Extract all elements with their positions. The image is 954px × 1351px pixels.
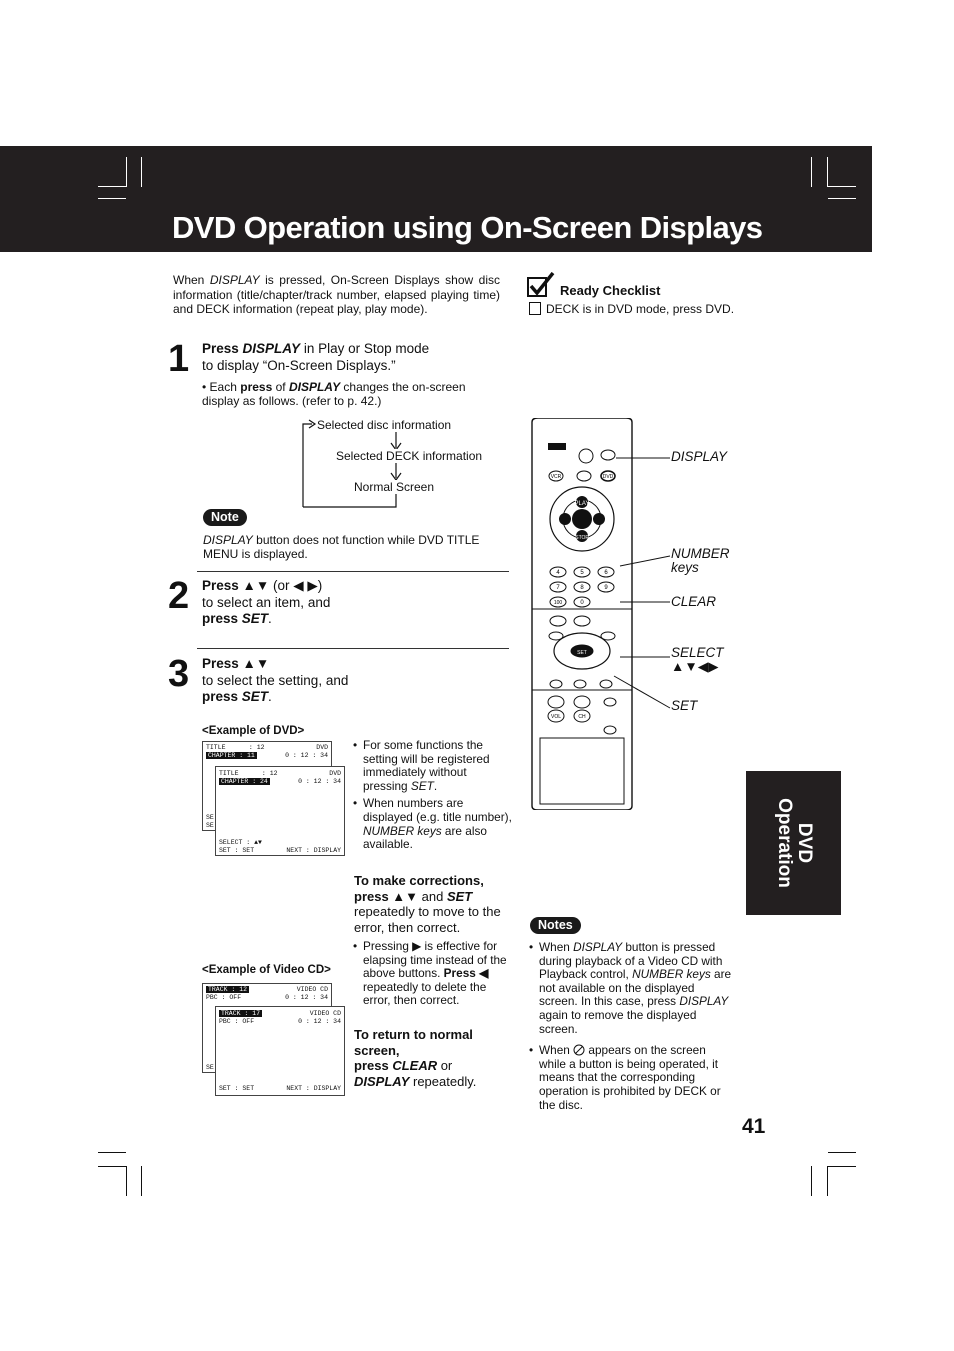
crop-mark [126, 1166, 127, 1196]
osd-chapter: CHAPTER : 24 [221, 778, 268, 785]
note-badge: Note [203, 509, 247, 526]
flow-item-disc: Selected disc information [317, 418, 452, 432]
osd-next: NEXT : DISPLAY [286, 1085, 341, 1092]
title-banner [0, 146, 872, 252]
remote-stop: STOP [575, 535, 589, 541]
example-vcd-label: <Example of Video CD> [202, 964, 331, 976]
remote-key-0: 0 [580, 600, 584, 606]
step-3-dot: . [268, 689, 272, 704]
checklist-item: DECK is in DVD mode, press DVD. [546, 302, 735, 316]
remote-leader-lines [600, 450, 680, 720]
remote-key-7: 7 [556, 585, 560, 591]
crop-mark [828, 198, 856, 199]
crop-mark [828, 186, 856, 187]
crop-mark [828, 1166, 856, 1167]
osd-set: SET : SET [219, 847, 255, 854]
step-3-press-set: press [202, 689, 242, 704]
step-2-text [202, 578, 502, 628]
crop-mark [98, 1152, 126, 1153]
corrections-heading: To make corrections, press ▲▼ and SET repeatedly to move to the error, then correct. [354, 873, 501, 935]
remote-ch: CH [578, 714, 586, 720]
osd-title: TITLE : 12 [219, 770, 278, 777]
step-1-display: DISPLAY [242, 341, 301, 356]
example-dvd-label: <Example of DVD> [202, 725, 305, 737]
step-1-text [202, 341, 512, 374]
step-2-press-set: press [202, 611, 242, 626]
osd-set: SET : SET [219, 1085, 255, 1092]
intro-paragraph [173, 273, 500, 317]
note-item: • When DISPLAY button is pressed during playback of a Video CD with Playback control, NUMBER keys are not available on the displayed screen. In this case, press DISPLAY again to remove the displayed screen. [529, 941, 735, 1036]
step-1-press: Press [202, 341, 243, 356]
step-2-line2a: to select [202, 594, 257, 610]
osd-time: 0 : 12 : 34 [298, 1018, 341, 1025]
checklist-icon [527, 272, 555, 298]
osd-chapter: CHAPTER : 11 [208, 752, 255, 759]
label-clear: CLEAR [671, 594, 717, 609]
step-2-line2c: and [304, 594, 331, 610]
osd-disc: VIDEO CD [309, 1010, 341, 1017]
flow-item-normal: Normal Screen [354, 480, 435, 494]
dvd-bullet: • For some functions the setting will be registered immediately without pressing SET. [353, 739, 513, 793]
step-1-number: 1 [168, 338, 190, 380]
section-side-tab [746, 771, 841, 915]
remote-set: SET [577, 650, 587, 656]
dvd-bullets [353, 739, 513, 856]
step-3-number: 3 [168, 653, 190, 695]
label-set: SET [671, 698, 698, 713]
crop-mark [811, 1166, 812, 1196]
osd-side: SE [206, 814, 214, 821]
remote-key-100: 100 [553, 600, 563, 606]
osd-select: SELECT : ▲▼ [219, 839, 262, 846]
return-heading: To return to normal screen, press CLEAR or DISPLAY repeatedly. [354, 1027, 477, 1089]
remote-dvd: DVD [602, 474, 614, 480]
bullet-text: Each [209, 380, 241, 394]
corrections-bullet: • Pressing ▶ is effective for elapsing time instead of the above buttons. Press ◀ repeatedly to delete the error, then correct. [353, 940, 513, 1012]
step-2-number: 2 [168, 575, 190, 617]
remote-key-8: 8 [580, 585, 584, 591]
step-1-bullet: • Each press of DISPLAY changes the on-screen display as follows. (refer to p. 42.) [202, 380, 466, 408]
divider [197, 571, 509, 572]
note-item: • When appears on the screen while a button is being operated, it means that the corresponding operation is prohibited by DECK or the disc. [529, 1044, 735, 1112]
osd-disc: DVD [329, 770, 341, 777]
crop-mark [126, 157, 127, 187]
step-3-text [202, 656, 502, 706]
divider [197, 648, 509, 649]
display-cycle-diagram [300, 415, 510, 510]
label-select: SELECT ▲▼◀▶ [671, 645, 724, 674]
step-3-set: SET [241, 689, 269, 704]
step-2-set: SET [241, 611, 269, 626]
osd-time: 0 : 12 : 34 [285, 994, 328, 1001]
checklist-title: Ready Checklist [560, 283, 661, 298]
osd-time: 0 : 12 : 34 [298, 778, 341, 785]
side-tab-line1: DVD [793, 822, 815, 864]
label-display: DISPLAY [671, 449, 728, 464]
bullet-of: of [272, 380, 289, 394]
crop-mark [98, 186, 126, 187]
step-2-press: Press ▲▼ [202, 578, 270, 593]
osd-disc: VIDEO CD [296, 986, 328, 993]
osd-vcd-front [215, 1006, 345, 1096]
osd-side: SE [206, 1064, 214, 1071]
step-2-line2b: an item, [256, 594, 305, 610]
step-2-dot: . [268, 611, 272, 626]
remote-vcr: VCR [550, 474, 562, 480]
osd-pbc: PBC : OFF [219, 1018, 255, 1025]
osd-track: TRACK : 17 [221, 1010, 261, 1017]
checklist-checkbox [529, 302, 541, 315]
notes-badge: Notes [530, 917, 581, 934]
page-title: DVD Operation using On-Screen Displays [172, 210, 763, 245]
side-tab-line2: Operation [773, 798, 795, 888]
page-number: 41 [742, 1115, 766, 1138]
osd-dvd-front [215, 766, 345, 856]
note-text [203, 533, 493, 561]
crop-mark [827, 1166, 828, 1196]
step-1-line2: to display “On-Screen Displays.” [202, 357, 396, 373]
bullet-press: press [240, 380, 273, 394]
flow-item-deck: Selected DECK information [336, 449, 483, 463]
crop-mark [141, 157, 142, 187]
bullet-display: DISPLAY [288, 380, 341, 394]
crop-mark [811, 157, 812, 187]
osd-side: SE [206, 822, 214, 829]
remote-play: PLAY [574, 501, 590, 507]
note-text-rest: button does not function while DVD TITLE MENU is displayed. [203, 533, 480, 561]
osd-time: 0 : 12 : 34 [285, 752, 328, 759]
dvd-bullet: • When numbers are displayed (e.g. title number), NUMBER keys are also available. [353, 797, 513, 851]
intro-text: When [173, 273, 210, 287]
crop-mark [828, 1152, 856, 1153]
step-3-press: Press ▲▼ [202, 656, 270, 671]
intro-display: DISPLAY [209, 273, 260, 287]
osd-pbc: PBC : OFF [206, 994, 242, 1001]
note-display: DISPLAY [203, 533, 253, 547]
step-3-line2: to select the setting, and [202, 672, 349, 688]
remote-key-4: 4 [556, 570, 560, 576]
step-1-rest: in Play or Stop mode [300, 341, 430, 356]
crop-mark [141, 1166, 142, 1196]
notes-list [529, 941, 735, 1116]
remote-key-9: 9 [604, 585, 608, 591]
osd-next: NEXT : DISPLAY [286, 847, 341, 854]
crop-mark [98, 198, 126, 199]
intro-text-rest: is pressed, On-Screen Displays show disc information (title/chapter/track number, elapsed playing time) and DECK information (repeat play, play mode). [173, 273, 501, 316]
remote-vol: VOL [550, 714, 562, 720]
osd-title: TITLE : 12 [206, 744, 265, 751]
remote-key-5: 5 [580, 570, 584, 576]
step-2-or: (or ◀ ▶) [269, 578, 323, 593]
osd-track: TRACK : 12 [208, 986, 248, 993]
bullet-rest: changes the on-screen display as follows. (refer to p. 42.) [202, 380, 466, 408]
crop-mark [98, 1166, 126, 1167]
osd-disc: DVD [316, 744, 328, 751]
label-number: NUMBER keys [671, 546, 730, 575]
crop-mark [827, 157, 828, 187]
remote-key-6: 6 [604, 570, 608, 576]
prohibited-icon [573, 1044, 585, 1056]
